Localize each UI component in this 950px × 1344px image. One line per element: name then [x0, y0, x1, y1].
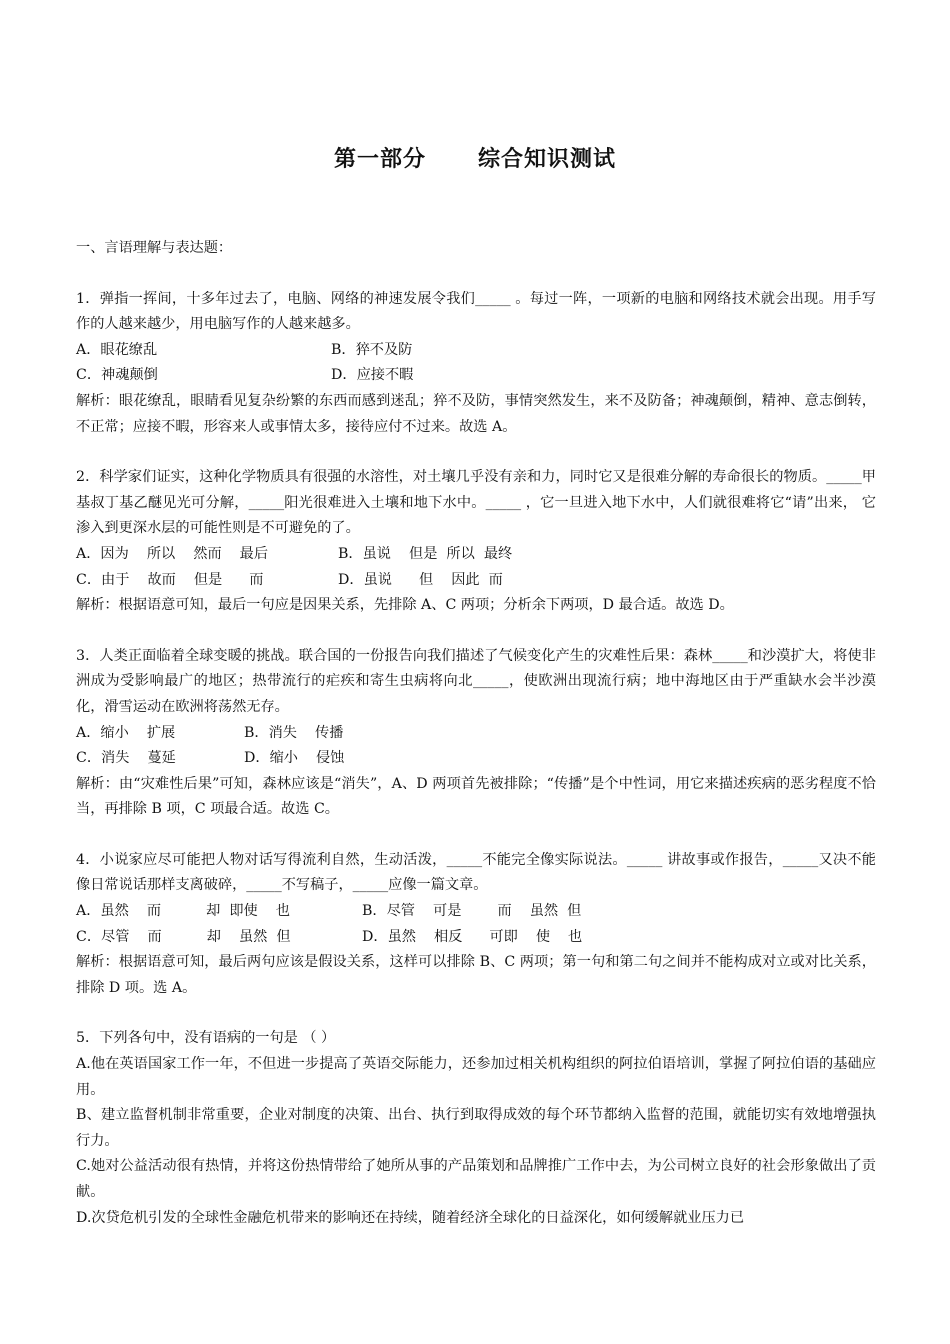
option-a: A．缩小 扩展: [76, 724, 176, 741]
section-heading: 一、言语理解与表达题：: [76, 240, 233, 256]
question-1: [76, 287, 876, 441]
choice-a: A.他在英语国家工作一年，不但进一步提高了英语交际能力，还参加过相关机构组织的阿拉伯语培训，掌握了阿拉伯语的基础应用。: [76, 1056, 876, 1098]
choice-b: B、建立监督机制非常重要，企业对制度的决策、出台、执行到取得成效的每个环节都纳入监督的范围，就能切实有效地增强执行力。: [76, 1107, 876, 1149]
choice-c: C.她对公益活动很有热情，并将这份热情带给了她所从事的产品策划和品牌推广工作中去，为公司树立良好的社会形象做出了贡献。: [76, 1158, 876, 1200]
option-a: A．因为 所以 然而 最后: [76, 545, 269, 562]
question-5: [76, 1026, 876, 1231]
option-b: B．虽说 但是 所以 最终: [338, 545, 513, 562]
option-row: [76, 568, 876, 594]
choice-d: D.次贷危机引发的全球性金融危机带来的影响还在持续，随着经济全球化的日益深化，如何缓解就业压力已: [76, 1209, 745, 1226]
question-stem: 2．科学家们证实，这种化学物质具有很强的水溶性，对土壤几乎没有亲和力，同时它又是很难分解的寿命很长的物质。_____甲基叔丁基乙醚见光可分解，_____阳光很难进入土壤和地下水中。_____ ，它一旦进入地下水中，人们就很难将它“请”出来， 它渗入到更深水层的可能性则是不可避免的了。: [76, 469, 876, 537]
option-row: [76, 925, 876, 951]
option-b: B．消失 传播: [244, 724, 344, 741]
question-2: [76, 465, 876, 619]
option-row: [76, 542, 876, 568]
question-stem: 1．弹指一挥间，十多年过去了，电脑、网络的神速发展令我们_____ 。每过一阵，一项新的电脑和网络技术就会出现。用手写作的人越来越少，用电脑写作的人越来越多。: [76, 290, 876, 333]
option-a: A．虽然 而 却 即使 也: [76, 903, 290, 920]
option-c: C．神魂颠倒: [76, 367, 158, 384]
option-d: D．应接不暇: [331, 367, 414, 384]
option-d: D．虽然 相反 可即 使 也: [362, 928, 583, 945]
option-d: D．虽说 但 因此 而: [338, 571, 503, 588]
question-analysis: 解析：眼花缭乱，眼睛看见复杂纷繁的东西而感到迷乱；猝不及防，事情突然发生，来不及防备；神魂颠倒，精神、意志倒转，不正常；应接不暇，形容来人或事情太多，接待应付不过来。故选 A。: [76, 392, 876, 435]
option-b: B．猝不及防: [331, 341, 413, 358]
question-stem: 5．下列各句中，没有语病的一句是 （ ）: [76, 1030, 336, 1047]
option-c: C．消失 蔓延: [76, 750, 176, 767]
option-b: B．尽管 可是 而 虽然 但: [362, 903, 582, 920]
option-row: [76, 899, 876, 925]
question-stem: 4．小说家应尽可能把人物对话写得流利自然，生动活泼，_____不能完全像实际说法。_____ 讲故事或作报告，_____又决不能像日常说话那样支离破碎，_____不写稿子，_____应像一篇文章。: [76, 851, 876, 894]
option-row: [76, 338, 876, 364]
question-3: [76, 644, 876, 823]
option-d: D．缩小 侵蚀: [244, 750, 345, 767]
question-4: [76, 848, 876, 1002]
question-stem: 3．人类正面临着全球变暖的挑战。联合国的一份报告向我们描述了气候变化产生的灾难性后果：森林_____和沙漠扩大，将使非洲成为受影响最广的地区；热带流行的疟疾和寄生虫病将向北_____，使欧洲出现流行病；地中海地区由于严重缺水会半沙漠化，滑雪运动在欧洲将荡然无存。: [76, 647, 876, 715]
page-title: 第一部分 综合知识测试: [334, 146, 616, 172]
option-row: [76, 721, 876, 747]
question-analysis: 解析：根据语意可知，最后一句应是因果关系，先排除 A、C 两项；分析余下两项，D 最合适。故选 D。: [76, 597, 734, 614]
option-c: C．尽管 而 却 虽然 但: [76, 928, 291, 945]
document-body: [76, 236, 876, 1256]
question-analysis: 解析：由“灾难性后果”可知，森林应该是“消失”，A、D 两项首先被排除；“传播”是个中性词，用它来描述疾病的恶劣程度不恰当，再排除 B 项，C 项最合适。故选 C。: [76, 775, 876, 818]
question-analysis: 解析：根据语意可知，最后两句应该是假设关系，这样可以排除 B、C 两项；第一句和第二句之间并不能构成对立或对比关系，排除 D 项。选 A。: [76, 954, 876, 996]
option-c: C．由于 故而 但是 而: [76, 571, 264, 588]
option-a: A．眼花缭乱: [76, 341, 158, 358]
option-row: [76, 746, 876, 772]
option-row: [76, 363, 876, 389]
